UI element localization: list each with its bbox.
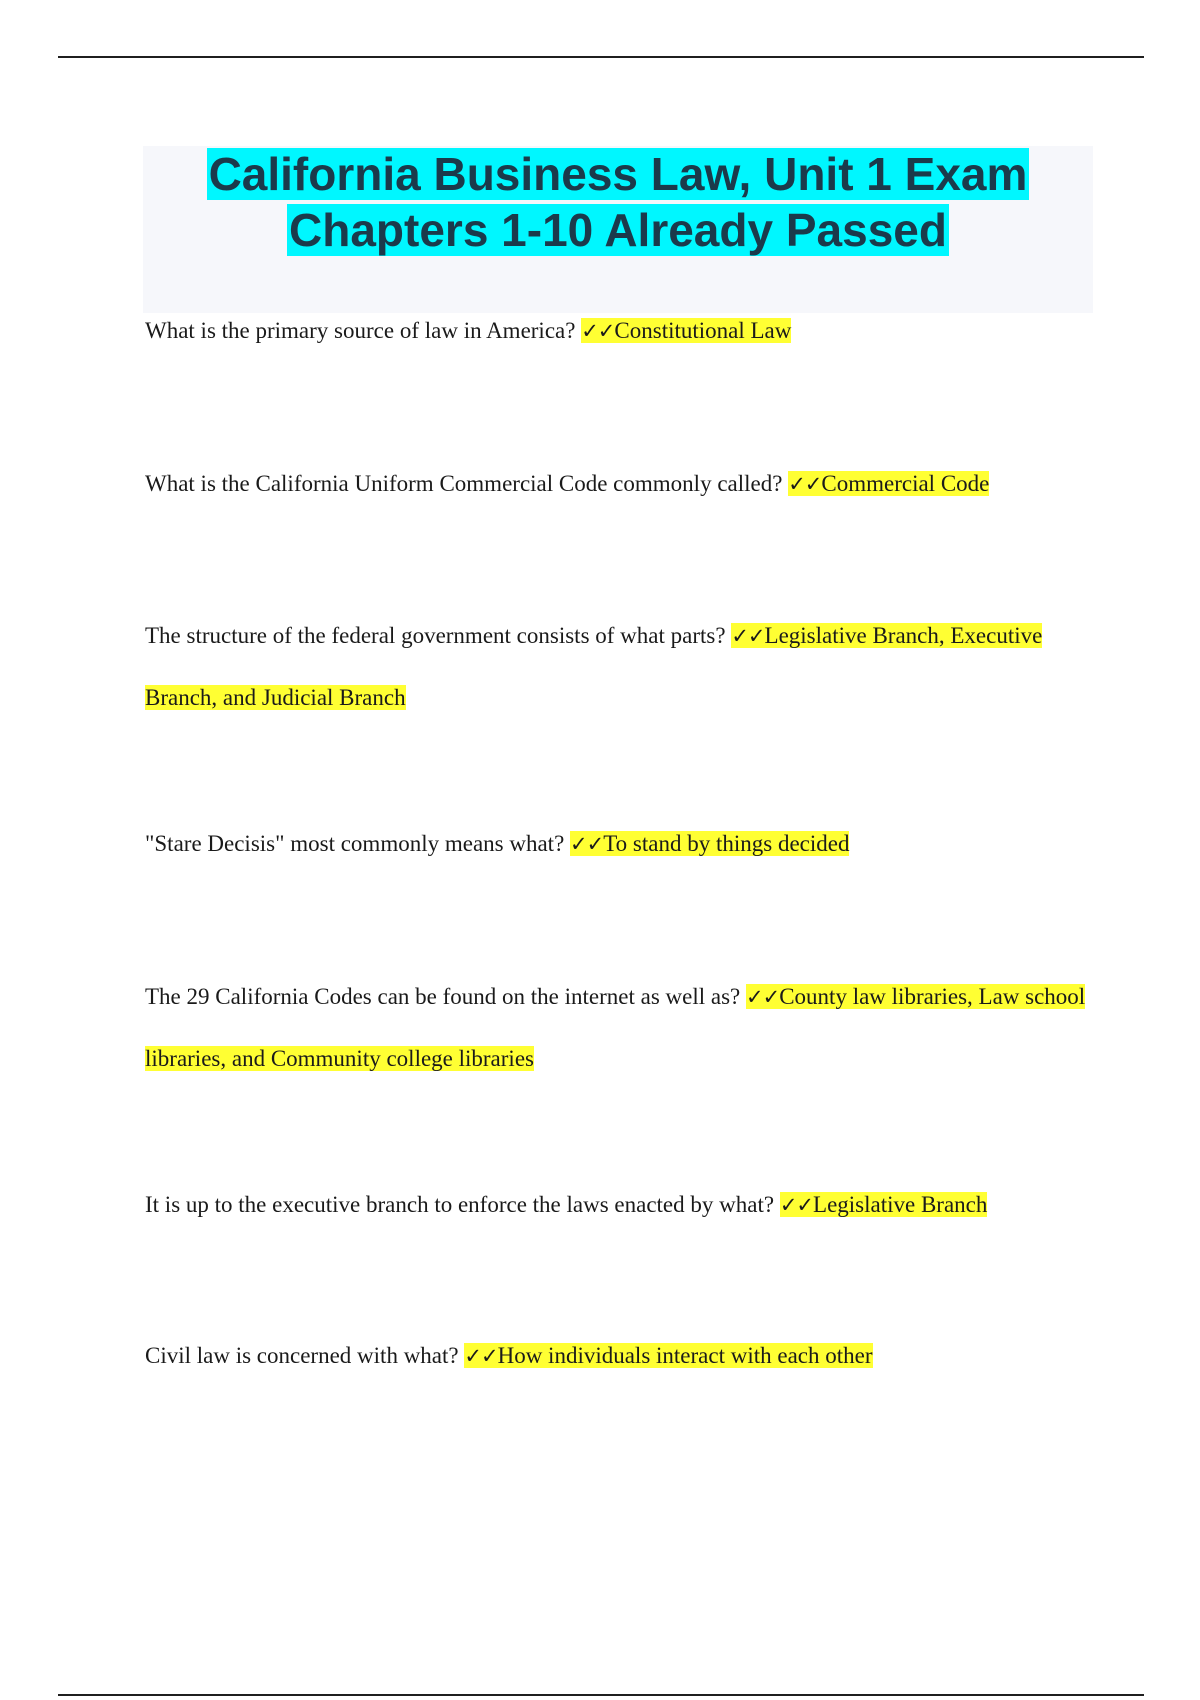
qa-item-6 [145, 1174, 1105, 1236]
header-rule [58, 56, 1144, 58]
answer-text: County law libraries, Law school libraries, and Community college libraries [145, 984, 1086, 1071]
question-text: What is the primary source of law in America? [145, 318, 582, 343]
question-text: The structure of the federal government consists of what parts? [145, 623, 732, 648]
question-text: Civil law is concerned with what? [145, 1343, 465, 1368]
question-text: The 29 California Codes can be found on the internet as well as? [145, 984, 747, 1009]
answer-text: How individuals interact with each other [497, 1343, 873, 1368]
qa-item-4 [145, 813, 1105, 875]
title-line-1: California Business Law, Unit 1 Exam [208, 148, 1028, 200]
question-text: "Stare Decisis" most commonly means what? [145, 831, 571, 856]
answer-text: To stand by things decided [603, 831, 850, 856]
double-check-icon: ✓✓ [731, 624, 765, 648]
answer-highlight [780, 1192, 988, 1217]
qa-item-2 [145, 453, 1105, 515]
double-check-icon: ✓✓ [788, 472, 822, 496]
double-check-icon: ✓✓ [581, 319, 615, 343]
answer-highlight [581, 318, 791, 343]
qa-item-1 [145, 300, 1105, 362]
qa-item-3 [145, 605, 1105, 728]
double-check-icon: ✓✓ [746, 985, 780, 1009]
answer-highlight [464, 1343, 872, 1368]
double-check-icon: ✓✓ [570, 832, 604, 856]
answer-text: Commercial Code [821, 471, 990, 496]
title-line-2: Chapters 1-10 Already Passed [289, 204, 947, 256]
question-text: What is the California Uniform Commercial Code commonly called? [145, 471, 789, 496]
question-text: It is up to the executive branch to enforce the laws enacted by what? [145, 1192, 780, 1217]
answer-text: Legislative Branch, Executive Branch, and Judicial Branch [145, 623, 1043, 710]
answer-text: Legislative Branch [813, 1192, 988, 1217]
title-block [143, 146, 1093, 313]
document-title [143, 146, 1093, 258]
footer-rule [58, 1694, 1144, 1696]
answer-highlight [788, 471, 989, 496]
double-check-icon: ✓✓ [779, 1193, 814, 1217]
qa-item-7 [145, 1325, 1105, 1387]
answer-text: Constitutional Law [614, 318, 792, 343]
double-check-icon: ✓✓ [464, 1344, 498, 1368]
qa-item-5 [145, 966, 1105, 1089]
answer-highlight [570, 831, 849, 856]
